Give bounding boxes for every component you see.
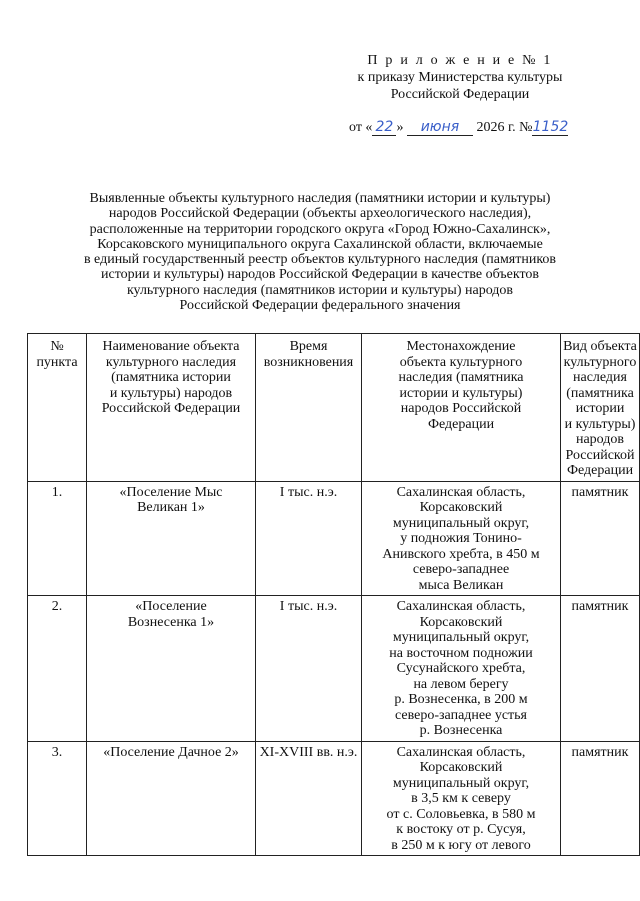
heading-line: Выявленные объекты культурного наследия (памятники истории и культуры): [89, 191, 551, 206]
row-location: Сахалинская область, Корсаковский муниципальный округ, у подножия Тонино- Анивского хребта, в 450 м северо-западнее мыса Великан: [362, 481, 561, 596]
heading-line: культурного наследия (памятников истории и культуры) народов: [126, 282, 514, 298]
row-time: I тыс. н.э.: [256, 481, 362, 596]
table-row: [28, 481, 640, 596]
heading-line: Корсаковского муниципального округа Сахалинской области, включаемые: [97, 236, 543, 252]
heading-line: в единый государственный реестр объектов культурного наследия (памятников: [83, 252, 557, 268]
order-prefix: от «: [349, 120, 373, 135]
order-day: 22: [372, 120, 396, 136]
row-name: «Поселение Дачное 2»: [87, 741, 256, 856]
row-number: 1.: [28, 481, 87, 596]
heading-line: истории и культуры) народов Российской Федерации в качестве объектов: [100, 267, 539, 283]
row-location: Сахалинская область, Корсаковский муниципальный округ, в 3,5 км к северу от с. Соловьевка, в 580 м к востоку от р. Сусуя, в 250 м к югу от левого: [362, 741, 561, 856]
order-number: 1152: [532, 119, 569, 135]
row-number: 2.: [28, 596, 87, 742]
appendix-title: П р и л о ж е н и е № 1: [367, 53, 553, 68]
heading-line: народов Российской Федерации (объекты археологического наследия),: [108, 206, 532, 222]
document-heading: [60, 191, 580, 313]
header-location: Местонахождение объекта культурного наследия (памятника истории и культуры) народов Российской Федерации: [362, 334, 561, 482]
header-number: № пункта: [28, 334, 87, 482]
order-month: июня: [407, 120, 473, 136]
header-name: Наименование объекта культурного наследия (памятника истории и культуры) народов Российской Федерации: [87, 334, 256, 482]
row-time: I тыс. н.э.: [256, 596, 362, 742]
heading-line: Российской Федерации федерального значения: [179, 298, 461, 314]
table-header-row: [28, 334, 640, 482]
row-kind: памятник: [561, 741, 640, 856]
row-time: XI-XVIII вв. н.э.: [256, 741, 362, 856]
row-number: 3.: [28, 741, 87, 856]
row-kind: памятник: [561, 481, 640, 596]
row-name: «Поселение Вознесенка 1»: [87, 596, 256, 742]
row-location: Сахалинская область, Корсаковский муниципальный округ, на восточном подножии Сусунайского хребта, на левом берегу р. Вознесенка, в 200 м северо-западнее устья р. Вознесенка: [362, 596, 561, 742]
order-mid: »: [396, 120, 404, 135]
header-kind: Вид объекта культурного наследия (памятника истории и культуры) народов Российской Федерации: [561, 334, 640, 482]
table-row: [28, 741, 640, 856]
row-name: «Поселение Мыс Великан 1»: [87, 481, 256, 596]
appendix-block: [320, 52, 600, 103]
objects-table: [27, 333, 640, 856]
order-year: 2026 г. №: [476, 120, 533, 135]
heading-line: расположенные на территории городского округа «Город Южно-Сахалинск»,: [89, 221, 551, 237]
row-kind: памятник: [561, 596, 640, 742]
order-date-number: [349, 119, 609, 137]
appendix-line-2: к приказу Министерства культуры: [357, 70, 563, 85]
table-row: [28, 596, 640, 742]
appendix-line-3: Российской Федерации: [390, 87, 530, 102]
header-time: Время возникновения: [256, 334, 362, 482]
